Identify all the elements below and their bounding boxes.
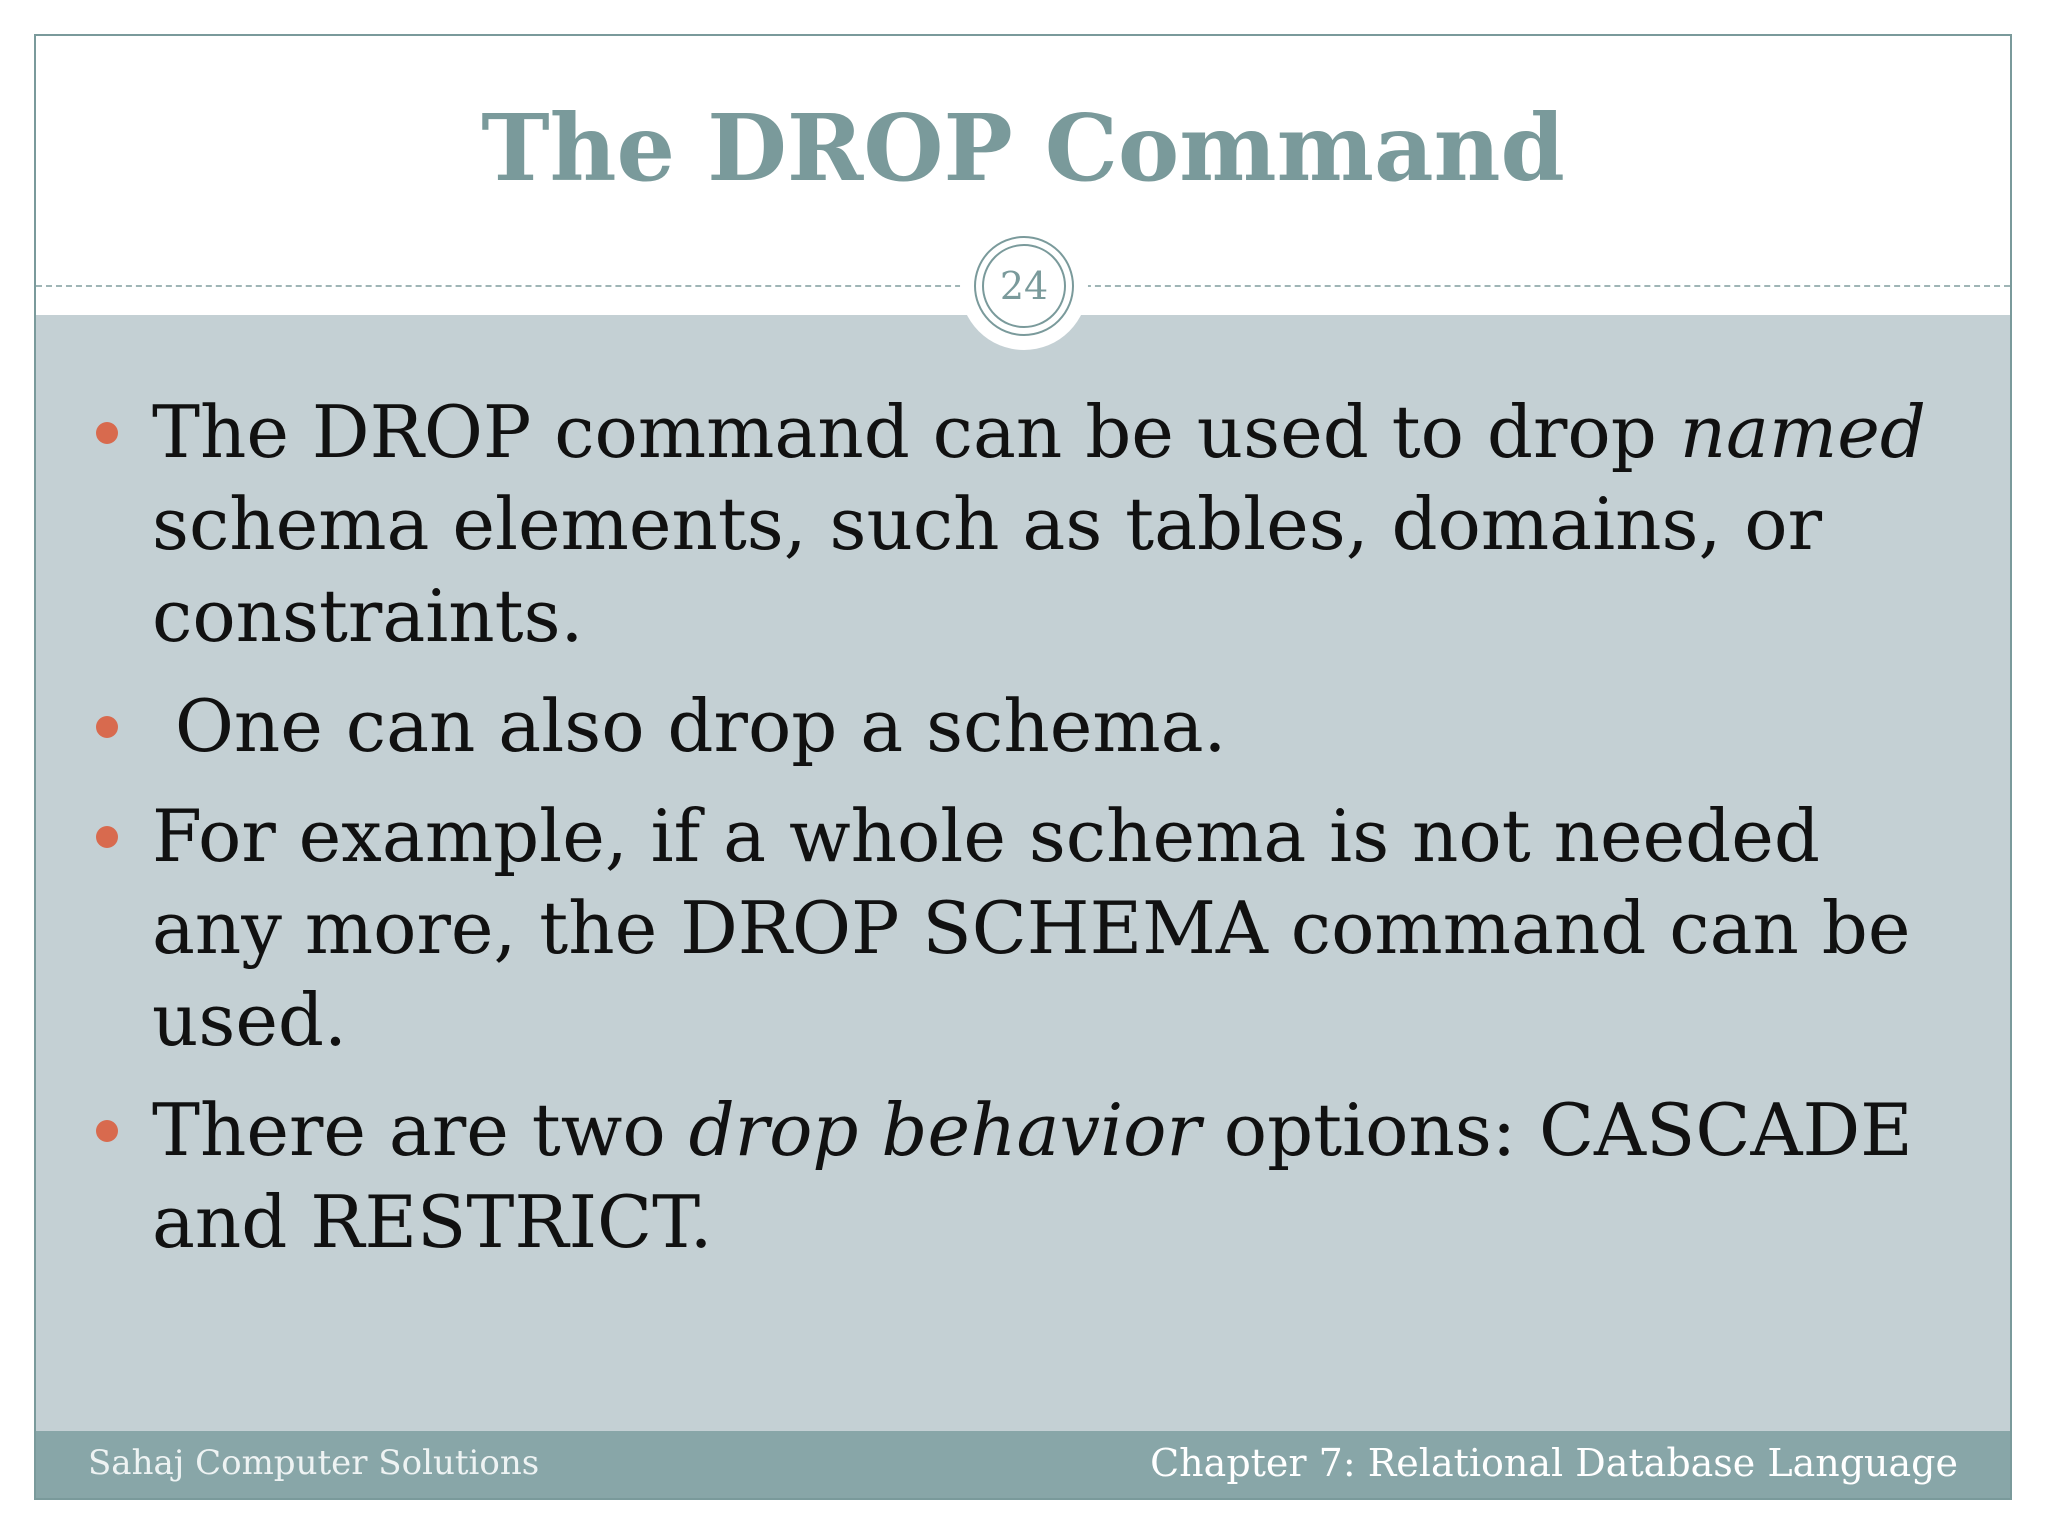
footer-organization: Sahaj Computer Solutions xyxy=(88,1443,540,1483)
bullet-text: There are two drop behavior options: CASCADE and RESTRICT. xyxy=(152,1088,1913,1264)
page-number-badge xyxy=(960,222,1088,350)
bullet-list xyxy=(36,386,2010,1286)
bullet-item xyxy=(36,1084,2010,1268)
bullet-dot-icon xyxy=(96,422,118,444)
bullet-dot-icon xyxy=(96,826,118,848)
footer-chapter: Chapter 7: Relational Database Language xyxy=(1150,1441,1958,1485)
bullet-dot-icon xyxy=(96,1120,118,1142)
bullet-item xyxy=(36,680,2010,772)
bullet-dot-icon xyxy=(96,716,118,738)
slide-frame xyxy=(34,34,2012,1500)
slide-title: The DROP Command xyxy=(481,94,1565,202)
bullet-text: For example, if a whole schema is not needed any more, the DROP SCHEMA command can be used. xyxy=(152,794,1911,1062)
bullet-text: One can also drop a schema. xyxy=(152,684,1227,768)
page-number: 24 xyxy=(982,244,1066,328)
bullet-item xyxy=(36,790,2010,1066)
slide-footer xyxy=(36,1431,2010,1498)
page-number-ring xyxy=(974,236,1074,336)
bullet-item xyxy=(36,386,2010,662)
bullet-text: The DROP command can be used to drop named schema elements, such as tables, domains, or constraints. xyxy=(152,390,1926,658)
